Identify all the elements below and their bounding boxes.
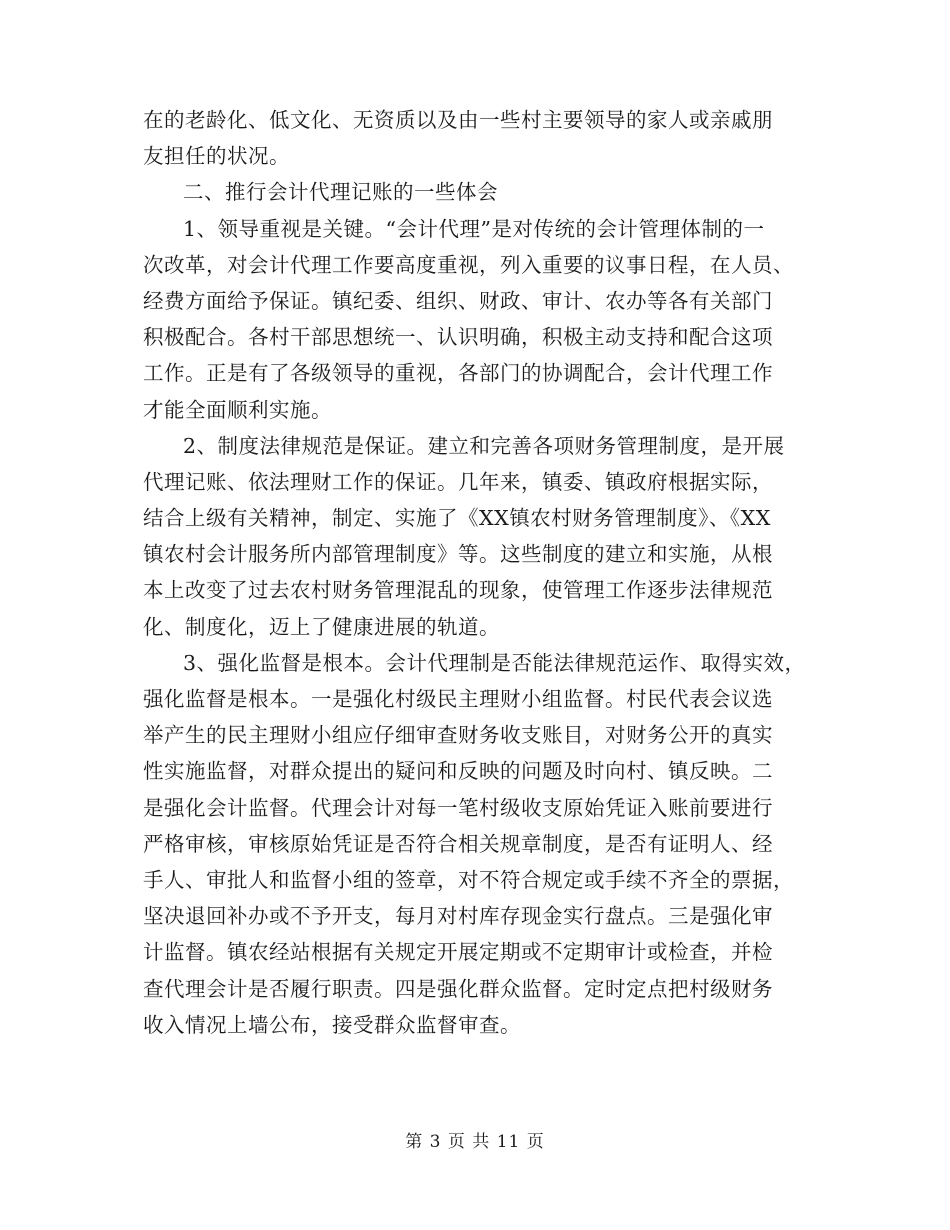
- text-line: 镇农村会计服务所内部管理制度》等。这些制度的建立和实施，从根: [143, 542, 773, 567]
- text-line: 举产生的民主理财小组应仔细审查财务收支账目，对财务公开的真实: [143, 723, 773, 748]
- text-line: 手人、审批人和监督小组的签章，对不符合规定或手续不齐全的票据，: [143, 867, 794, 892]
- text-line: 积极配合。各村干部思想统一、认识明确，积极主动支持和配合这项: [143, 325, 773, 350]
- text-line: 是强化会计监督。代理会计对每一笔村级收支原始凭证入账前要进行: [143, 795, 773, 820]
- footer-total-pages: 11: [496, 1132, 521, 1152]
- text-line: 经费方面给予保证。镇纪委、组织、财政、审计、农办等各有关部门: [143, 288, 773, 313]
- text-line: 坚决退回补办或不予开支，每月对村库存现金实行盘点。三是强化审: [143, 904, 773, 929]
- text-line: 强化监督是根本。一是强化村级民主理财小组监督。村民代表会议选: [143, 687, 773, 711]
- page-footer: [0, 1130, 950, 1154]
- text-line: 严格审核，审核原始凭证是否符合相关规章制度，是否有证明人、经: [143, 831, 773, 856]
- text-line: 1、领导重视是关键。“会计代理”是对传统的会计管理体制的一: [183, 216, 765, 241]
- footer-suffix: 页: [526, 1132, 545, 1152]
- document-body: [143, 102, 823, 1043]
- footer-prefix: 第: [405, 1132, 424, 1152]
- footer-current-page: 3: [429, 1132, 442, 1152]
- text-line: 3、强化监督是根本。会计代理制是否能法律规范运作、取得实效，: [183, 650, 806, 675]
- footer-middle: 页 共: [447, 1132, 491, 1152]
- text-line: 友担任的状况。: [143, 144, 290, 169]
- text-line: 性实施监督，对群众提出的疑问和反映的问题及时向村、镇反映。二: [143, 759, 773, 784]
- text-line: 计监督。镇农经站根据有关规定开展定期或不定期审计或检查，并检: [143, 940, 773, 965]
- text-line: 二、推行会计代理记账的一些体会: [183, 180, 498, 205]
- text-line: 化、制度化，迈上了健康进展的轨道。: [143, 614, 500, 639]
- text-line: 在的老龄化、低文化、无资质以及由一些村主要领导的家人或亲戚朋: [143, 108, 773, 132]
- text-line: 工作。正是有了各级领导的重视，各部门的协调配合，会计代理工作: [143, 361, 773, 386]
- text-line: 查代理会计是否履行职责。四是强化群众监督。定时定点把村级财务: [143, 976, 773, 1001]
- text-line: 代理记账、依法理财工作的保证。几年来，镇委、镇政府根据实际，: [143, 469, 773, 494]
- text-line: 结合上级有关精神，制定、实施了《XX镇农村财务管理制度》、《XX: [143, 506, 771, 531]
- text-line: 收入情况上墙公布，接受群众监督审查。: [143, 1012, 521, 1037]
- text-line: 2、制度法律规范是保证。建立和完善各项财务管理制度，是开展: [183, 433, 785, 458]
- text-line: 次改革，对会计代理工作要高度重视，列入重要的议事日程，在人员、: [143, 252, 794, 277]
- text-line: 才能全面顺利实施。: [143, 397, 332, 422]
- text-line: 本上改变了过去农村财务管理混乱的现象，使管理工作逐步法律规范: [143, 578, 773, 603]
